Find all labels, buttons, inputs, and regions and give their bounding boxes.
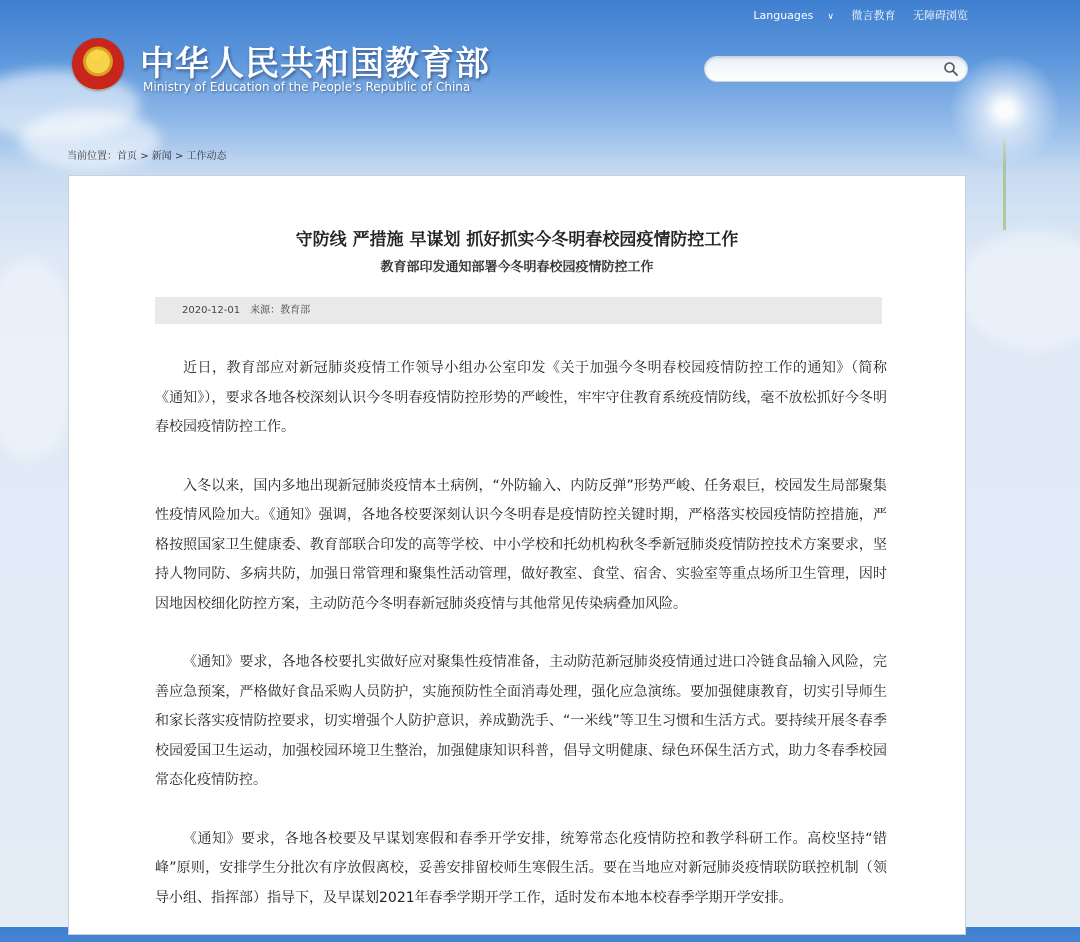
breadcrumb-separator: > xyxy=(140,151,149,162)
article-meta xyxy=(155,297,882,324)
article-body xyxy=(155,354,887,942)
site-subtitle: Ministry of Education of the People's Republic of China xyxy=(143,80,471,94)
breadcrumb-work-updates[interactable]: 工作动态 xyxy=(186,151,227,162)
site-title[interactable]: 中华人民共和国教育部 xyxy=(140,44,490,84)
top-nav xyxy=(725,7,968,23)
chevron-down-icon: ∨ xyxy=(827,12,834,22)
cloud-decoration xyxy=(960,230,1080,350)
breadcrumb-separator: > xyxy=(174,151,184,162)
national-emblem-icon[interactable]: ★ xyxy=(72,38,124,90)
breadcrumb-label: 当前位置： xyxy=(67,151,117,162)
search-input[interactable] xyxy=(715,59,939,79)
source-value: 教育部 xyxy=(280,305,311,316)
source-label: 来源： xyxy=(250,305,281,316)
article-paragraph: 入冬以来，国内多地出现新冠肺炎疫情本土病例，“外防输入、内防反弹”形势严峻、任务艰巨，校园发生局部聚集性疫情风险加大。《通知》强调，各地各校要深刻认识今冬明春是疫情防控关键时期，严格落实校园疫情防控措施，严格按照国家卫生健康委、教育部联合印发的高等学校、中小学校和托幼机构秋冬季新冠肺炎疫情防控技术方案要求，坚持人物同防、多病共防，加强日常管理和聚集性活动管理，做好教室、食堂、宿舍、实验室等重点场所卫生管理，因时因地因校细化防控方案，主动防范今冬明春新冠肺炎疫情与其他常见传染病叠加风险。 xyxy=(155,477,887,612)
weiyan-link[interactable]: 微言教育 xyxy=(851,9,896,22)
breadcrumb-news[interactable]: 新闻 xyxy=(151,151,172,162)
search-box xyxy=(704,56,968,82)
article-source xyxy=(250,305,310,316)
article-paragraph: 《通知》要求，各地各校要及早谋划寒假和春季开学安排，统筹常态化疫情防控和教学科研工作。高校坚持“错峰”原则，安排学生分批次有序放假离校，妥善安排留校师生寒假生活。要在当地应对新冠肺炎疫情联防联控机制（领导小组、指挥部）指导下，及早谋划2021年春季学期开学工作，适时发布本地本校春季学期开学安排。 xyxy=(155,830,887,906)
article-subtitle: 教育部印发通知部署今冬明春校园疫情防控工作 xyxy=(380,260,654,275)
article-paragraph: 近日，教育部应对新冠肺炎疫情工作领导小组办公室印发《关于加强今冬明春校园疫情防控工作的通知》（简称《通知》），要求各地各校深刻认识今冬明春疫情防控形势的严峻性，牢牢守住教育系统疫情防线，毫不放松抓好今冬明春校园疫情防控工作。 xyxy=(155,360,887,435)
languages-menu[interactable] xyxy=(739,9,834,22)
breadcrumb-home[interactable]: 首页 xyxy=(117,151,137,162)
article-title: 守防线 严措施 早谋划 抓好抓实今冬明春校园疫情防控工作 xyxy=(295,230,739,250)
article-paragraph: 《通知》要求，各地各校要扎实做好应对聚集性疫情准备，主动防范新冠肺炎疫情通过进口冷链食品输入风险，完善应急预案，严格做好食品采购人员防护，实施预防性全面消毒处理，强化应急演练。要加强健康教育，切实引导师生和家长落实疫情防控要求，切实增强个人防护意识，养成勤洗手、“一米线”等卫生习惯和生活方式。要持续开展冬春季校园爱国卫生运动，加强校园环境卫生整治，加强健康知识科普，倡导文明健康、绿色环保生活方式，助力冬春季校园常态化疫情防控。 xyxy=(155,654,887,788)
breadcrumb xyxy=(67,147,227,162)
languages-label: Languages xyxy=(753,9,814,22)
article-date: 2020-12-01 xyxy=(182,305,241,316)
search-icon[interactable] xyxy=(943,61,959,77)
accessibility-link[interactable]: 无障碍浏览 xyxy=(913,9,968,22)
article-card xyxy=(68,175,966,935)
